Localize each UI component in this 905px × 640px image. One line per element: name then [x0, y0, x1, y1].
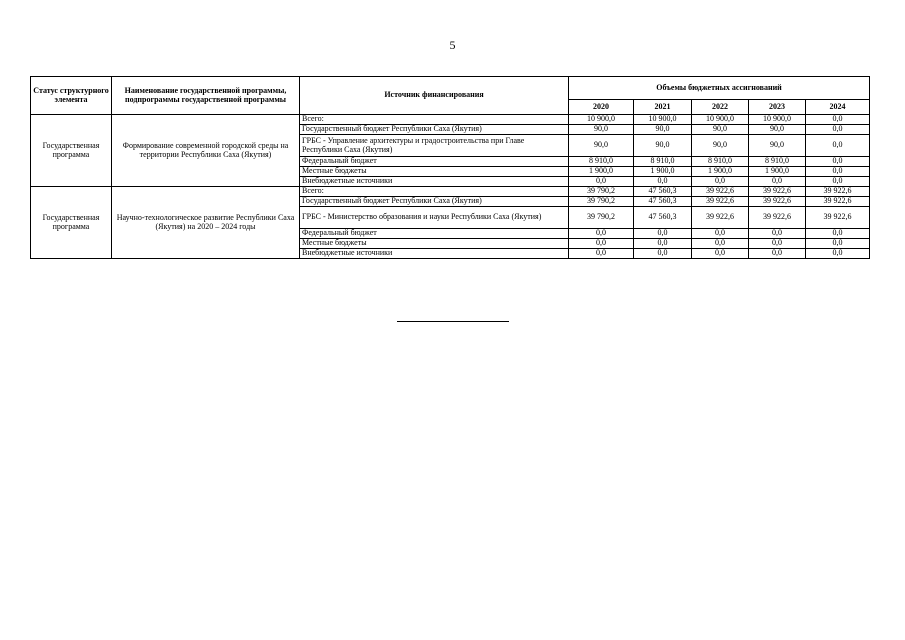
value-cell: 0,0 — [569, 249, 634, 259]
table-row — [31, 115, 870, 125]
source-cell: Федеральный бюджет — [300, 229, 569, 239]
header-year: 2022 — [692, 100, 749, 115]
header-year: 2020 — [569, 100, 634, 115]
status-cell: Государственная программа — [31, 187, 112, 259]
value-cell: 90,0 — [692, 125, 749, 135]
value-cell: 39 922,6 — [749, 197, 806, 207]
value-cell: 39 790,2 — [569, 187, 634, 197]
table-row — [31, 187, 870, 197]
value-cell: 90,0 — [749, 125, 806, 135]
value-cell: 8 910,0 — [692, 157, 749, 167]
status-cell: Государственная программа — [31, 115, 112, 187]
value-cell: 39 922,6 — [806, 187, 870, 197]
value-cell: 90,0 — [569, 125, 634, 135]
source-cell: Государственный бюджет Республики Саха (Якутия) — [300, 125, 569, 135]
footer-divider — [397, 321, 509, 322]
value-cell: 8 910,0 — [749, 157, 806, 167]
value-cell: 47 560,3 — [634, 187, 692, 197]
value-cell: 39 922,6 — [692, 197, 749, 207]
value-cell: 1 900,0 — [634, 167, 692, 177]
value-cell: 39 790,2 — [569, 197, 634, 207]
header-program: Наименование государственной программы, подпрограммы государственной программы — [112, 77, 300, 115]
value-cell: 90,0 — [692, 135, 749, 157]
program-name-cell: Научно-технологическое развитие Республики Саха (Якутия) на 2020 – 2024 годы — [112, 187, 300, 259]
value-cell: 90,0 — [634, 135, 692, 157]
value-cell: 0,0 — [749, 239, 806, 249]
value-cell: 47 560,3 — [634, 197, 692, 207]
value-cell: 0,0 — [749, 229, 806, 239]
source-cell: Местные бюджеты — [300, 167, 569, 177]
value-cell: 10 900,0 — [692, 115, 749, 125]
value-cell: 47 560,3 — [634, 207, 692, 229]
header-status: Статус структурного элемента — [31, 77, 112, 115]
value-cell: 0,0 — [569, 239, 634, 249]
source-cell: ГРБС - Министерство образования и науки Республики Саха (Якутия) — [300, 207, 569, 229]
value-cell: 10 900,0 — [634, 115, 692, 125]
header-budget: Объемы бюджетных ассигнований — [569, 77, 870, 100]
value-cell: 0,0 — [692, 229, 749, 239]
header-year: 2023 — [749, 100, 806, 115]
value-cell: 39 922,6 — [749, 207, 806, 229]
value-cell: 90,0 — [569, 135, 634, 157]
header-year: 2024 — [806, 100, 870, 115]
source-cell: ГРБС - Управление архитектуры и градостроительства при Главе Республики Саха (Якутия) — [300, 135, 569, 157]
value-cell: 0,0 — [806, 125, 870, 135]
value-cell: 1 900,0 — [692, 167, 749, 177]
value-cell: 0,0 — [692, 177, 749, 187]
value-cell: 1 900,0 — [569, 167, 634, 177]
value-cell: 0,0 — [634, 229, 692, 239]
value-cell: 0,0 — [806, 157, 870, 167]
value-cell: 0,0 — [749, 177, 806, 187]
value-cell: 0,0 — [806, 249, 870, 259]
value-cell: 39 922,6 — [692, 187, 749, 197]
value-cell: 39 922,6 — [749, 187, 806, 197]
header-source: Источник финансирования — [300, 77, 569, 115]
source-cell: Внебюджетные источники — [300, 177, 569, 187]
value-cell: 0,0 — [806, 135, 870, 157]
header-year: 2021 — [634, 100, 692, 115]
source-cell: Всего: — [300, 187, 569, 197]
value-cell: 39 922,6 — [806, 207, 870, 229]
value-cell: 90,0 — [634, 125, 692, 135]
value-cell: 0,0 — [634, 249, 692, 259]
value-cell: 0,0 — [569, 177, 634, 187]
value-cell: 0,0 — [692, 249, 749, 259]
value-cell: 90,0 — [749, 135, 806, 157]
value-cell: 0,0 — [806, 177, 870, 187]
value-cell: 0,0 — [569, 229, 634, 239]
value-cell: 0,0 — [692, 239, 749, 249]
budget-table — [30, 76, 870, 259]
program-name-cell: Формирование современной городской среды на территории Республики Саха (Якутия) — [112, 115, 300, 187]
value-cell: 0,0 — [634, 239, 692, 249]
value-cell: 0,0 — [806, 239, 870, 249]
value-cell: 0,0 — [806, 229, 870, 239]
value-cell: 39 922,6 — [806, 197, 870, 207]
value-cell: 8 910,0 — [569, 157, 634, 167]
value-cell: 0,0 — [806, 167, 870, 177]
value-cell: 0,0 — [634, 177, 692, 187]
source-cell: Государственный бюджет Республики Саха (Якутия) — [300, 197, 569, 207]
value-cell: 10 900,0 — [749, 115, 806, 125]
page-number: 5 — [449, 38, 456, 52]
value-cell: 0,0 — [806, 115, 870, 125]
value-cell: 1 900,0 — [749, 167, 806, 177]
source-cell: Внебюджетные источники — [300, 249, 569, 259]
value-cell: 10 900,0 — [569, 115, 634, 125]
value-cell: 39 790,2 — [569, 207, 634, 229]
value-cell: 8 910,0 — [634, 157, 692, 167]
value-cell: 0,0 — [749, 249, 806, 259]
source-cell: Федеральный бюджет — [300, 157, 569, 167]
source-cell: Местные бюджеты — [300, 239, 569, 249]
source-cell: Всего: — [300, 115, 569, 125]
value-cell: 39 922,6 — [692, 207, 749, 229]
